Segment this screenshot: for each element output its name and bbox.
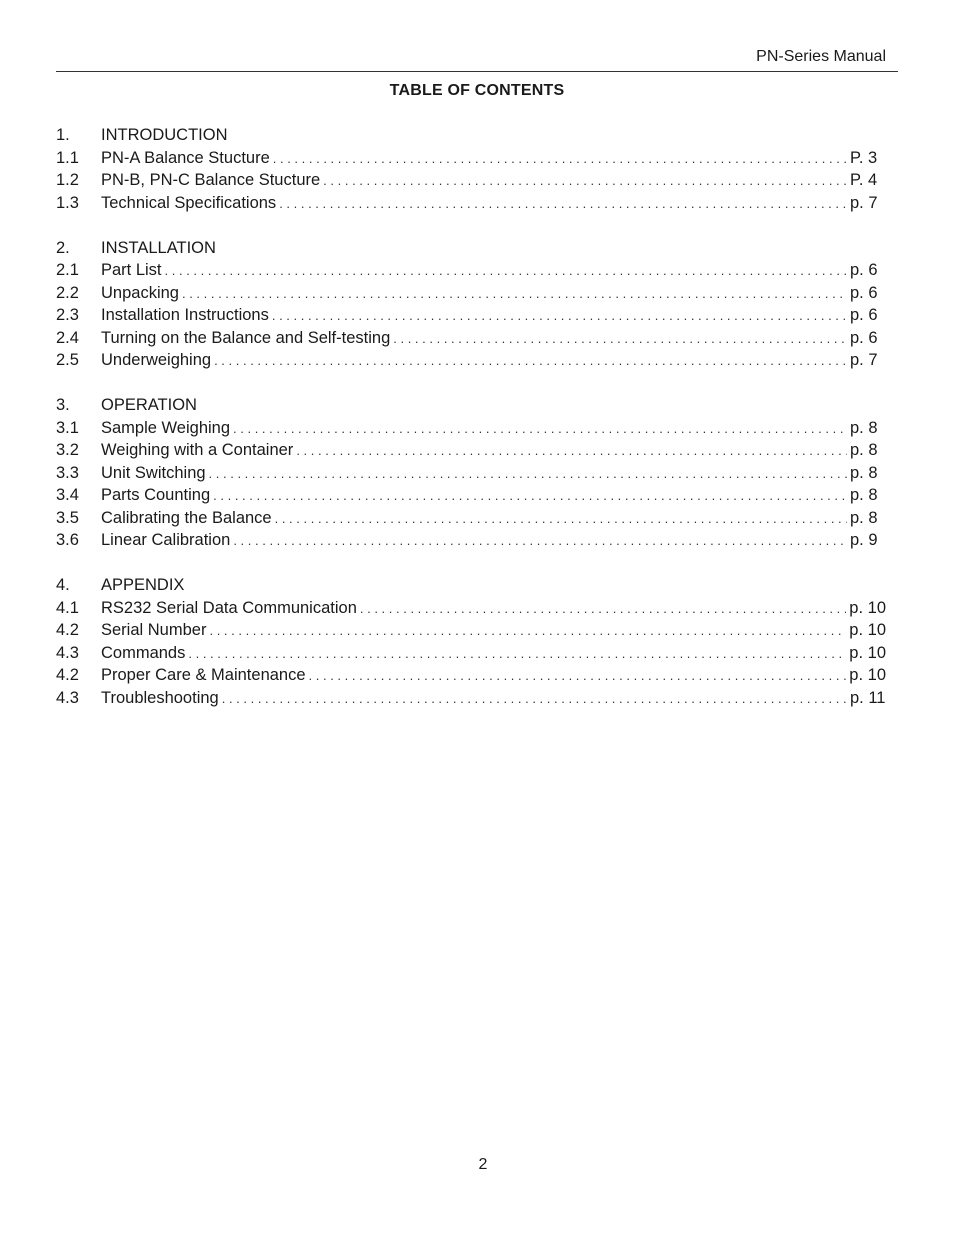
- entry-number: 3.3: [56, 463, 79, 482]
- dot-leader: [309, 665, 847, 688]
- toc-entry[interactable]: [56, 439, 886, 462]
- entry-title: Linear Calibration: [101, 531, 231, 549]
- entry-page: p. 6: [850, 328, 878, 347]
- entry-page: p. 6: [850, 261, 878, 279]
- dot-leader: [233, 418, 847, 441]
- entry-page: p. 8: [850, 441, 878, 459]
- section-number: 3.: [56, 396, 70, 414]
- entry-title: Serial Number: [101, 621, 207, 639]
- toc-entry[interactable]: [56, 687, 886, 710]
- dot-leader: [360, 598, 846, 621]
- toc-entry[interactable]: [56, 147, 886, 170]
- entry-title: Installation Instructions: [101, 306, 269, 324]
- dot-leader: [209, 463, 847, 486]
- entry-number: 2.2: [56, 283, 79, 302]
- toc-section-introduction: [56, 124, 886, 214]
- dot-leader: [272, 305, 847, 328]
- entry-title: Technical Specifications: [101, 193, 277, 212]
- header-title: PN-Series Manual: [756, 48, 886, 65]
- entry-number: 2.1: [56, 261, 79, 279]
- entry-number: 3.4: [56, 486, 79, 504]
- entry-number: 4.3: [56, 688, 79, 707]
- table-of-contents: [56, 124, 886, 732]
- dot-leader: [209, 620, 846, 643]
- entry-page: p. 6: [850, 283, 878, 302]
- entry-title: Unit Switching: [101, 463, 206, 482]
- entry-page: p. 8: [850, 486, 878, 504]
- toc-section-installation: [56, 237, 886, 372]
- dot-leader: [222, 688, 847, 711]
- entry-page: P. 3: [850, 148, 878, 167]
- entry-title: Unpacking: [101, 283, 179, 302]
- section-title: INTRODUCTION: [101, 126, 228, 144]
- dot-leader: [233, 530, 847, 553]
- dot-leader: [165, 260, 847, 283]
- toc-entry[interactable]: [56, 664, 886, 687]
- entry-number: 4.2: [56, 621, 79, 639]
- section-heading: [56, 124, 886, 147]
- entry-page: p. 8: [850, 508, 878, 527]
- toc-entry[interactable]: [56, 327, 886, 350]
- entry-title: Underweighing: [101, 351, 212, 369]
- section-number: 1.: [56, 126, 70, 144]
- entry-title: Troubleshooting: [101, 688, 219, 707]
- toc-entry[interactable]: [56, 169, 886, 192]
- entry-number: 4.3: [56, 643, 79, 662]
- section-title: APPENDIX: [101, 576, 185, 594]
- dot-leader: [273, 148, 847, 171]
- entry-number: 4.1: [56, 598, 79, 617]
- entry-number: 1.2: [56, 171, 79, 189]
- section-heading: [56, 574, 886, 597]
- entry-number: 3.6: [56, 531, 79, 549]
- entry-page: p. 7: [850, 193, 878, 212]
- page-header: [56, 45, 898, 72]
- dot-leader: [323, 170, 847, 193]
- entry-title: Calibrating the Balance: [101, 508, 272, 527]
- entry-title: Sample Weighing: [101, 418, 231, 437]
- entry-title: PN-A Balance Stucture: [101, 148, 270, 167]
- dot-leader: [279, 193, 847, 216]
- dot-leader: [275, 508, 847, 531]
- section-title: INSTALLATION: [101, 238, 216, 257]
- toc-entry[interactable]: [56, 349, 886, 372]
- section-number: 4.: [56, 576, 70, 594]
- section-title: OPERATION: [101, 396, 197, 414]
- entry-page: p. 10: [849, 643, 886, 662]
- section-number: 2.: [56, 238, 70, 257]
- dot-leader: [214, 350, 847, 373]
- entry-number: 2.4: [56, 328, 79, 347]
- section-heading: [56, 237, 886, 260]
- entry-page: p. 10: [849, 666, 886, 684]
- toc-entry[interactable]: [56, 529, 886, 552]
- toc-entry[interactable]: [56, 304, 886, 327]
- dot-leader: [296, 440, 847, 463]
- entry-page: p. 8: [850, 463, 878, 482]
- toc-entry[interactable]: [56, 259, 886, 282]
- entry-title: Parts Counting: [101, 486, 211, 504]
- entry-page: P. 4: [850, 171, 878, 189]
- entry-page: p. 6: [850, 306, 878, 324]
- toc-entry[interactable]: [56, 619, 886, 642]
- entry-title: Turning on the Balance and Self-testing: [101, 328, 391, 347]
- toc-entry[interactable]: [56, 462, 886, 485]
- toc-entry[interactable]: [56, 484, 886, 507]
- entry-title: Weighing with a Container: [101, 441, 294, 459]
- dot-leader: [393, 328, 847, 351]
- toc-entry[interactable]: [56, 507, 886, 530]
- entry-page: p. 9: [850, 531, 878, 549]
- toc-entry[interactable]: [56, 282, 886, 305]
- entry-number: 1.3: [56, 193, 79, 212]
- entry-page: p. 11: [850, 688, 886, 707]
- entry-title: PN-B, PN-C Balance Stucture: [101, 171, 321, 189]
- entry-title: Proper Care & Maintenance: [101, 666, 306, 684]
- entry-title: RS232 Serial Data Communication: [101, 598, 357, 617]
- entry-number: 4.2: [56, 666, 79, 684]
- entry-title: Part List: [101, 261, 162, 279]
- entry-page: p. 7: [850, 351, 878, 369]
- entry-page: p. 8: [850, 418, 878, 437]
- entry-title: Commands: [101, 643, 186, 662]
- toc-section-appendix: [56, 574, 886, 709]
- dot-leader: [213, 485, 847, 508]
- toc-entry[interactable]: [56, 417, 886, 440]
- toc-entry[interactable]: [56, 642, 886, 665]
- toc-heading: TABLE OF CONTENTS: [389, 82, 565, 99]
- entry-number: 3.1: [56, 418, 79, 437]
- toc-section-operation: [56, 394, 886, 552]
- entry-number: 2.3: [56, 306, 79, 324]
- dot-leader: [182, 283, 847, 306]
- entry-number: 1.1: [56, 148, 79, 167]
- toc-entry[interactable]: [56, 192, 886, 215]
- entry-number: 3.2: [56, 441, 79, 459]
- section-heading: [56, 394, 886, 417]
- toc-entry[interactable]: [56, 597, 886, 620]
- page-number: 2: [478, 1156, 488, 1173]
- dot-leader: [188, 643, 846, 666]
- entry-number: 3.5: [56, 508, 79, 527]
- entry-page: p. 10: [849, 598, 886, 617]
- entry-page: p. 10: [849, 621, 886, 639]
- entry-number: 2.5: [56, 351, 79, 369]
